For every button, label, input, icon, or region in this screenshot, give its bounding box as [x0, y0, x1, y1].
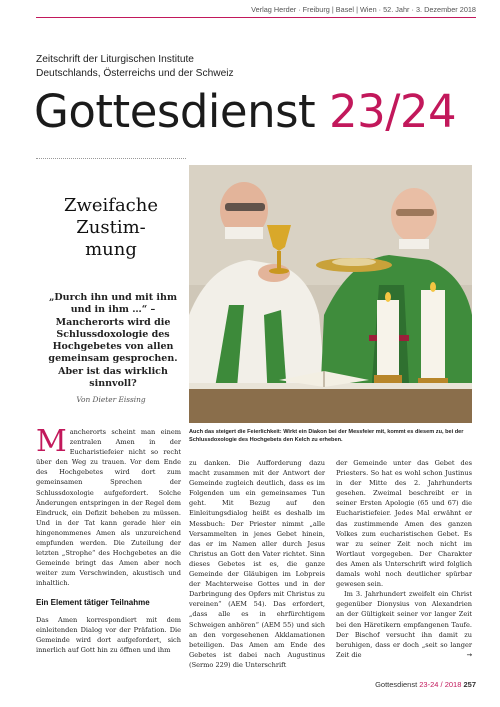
footer-issue: 23-24 / 2018	[419, 680, 462, 689]
headline-line-1: Zweifache	[63, 195, 159, 216]
article-author: Von Dieter Eissing	[76, 395, 146, 404]
dotted-divider	[36, 158, 186, 159]
journal-title	[34, 82, 456, 142]
paragraph-text: Im 3. Jahrhundert zweifelt ein Christ gegenüber Dionysius von Alexandrien an der Gültigkeit seiner vor langer Zeit bei den Häretikern empfangenen Taufe. Der Bischof versucht ihn damit zu beruhigen, dass er doch „seit so langer Zeit die	[336, 590, 472, 659]
headline-line-2: Zustim-	[76, 217, 146, 238]
paragraph: der Gemeinde unter das Gebet des Priesters. So hat es wohl schon Justinus in der Mitte des 2. Jahrhunderts gesehen. Zweimal beschreibt er in seiner Ersten Apologie (65 und 67) die Eucharistiefeier. Jedes Mal erwähnt er das zustimmende Amen des ganzen Volkes zum eucharistischen Gebet. Es war zu seiner Zeit noch nicht im Wortlaut vorgegeben. Der Charakter des Amen als Unterschrift wird folglich damals wohl noch deutlicher spürbar gewesen sein.	[336, 459, 472, 589]
page-footer	[375, 680, 476, 689]
drop-cap: M	[36, 424, 67, 459]
continue-arrow-icon: →	[466, 650, 472, 659]
subtitle-line-2: Deutschlands, Österreichs und der Schweiz	[36, 68, 234, 79]
paragraph	[336, 589, 472, 660]
lead-paragraph	[36, 425, 181, 589]
photo-illustration	[189, 165, 472, 423]
journal-name: Gottesdienst	[34, 85, 316, 138]
footer-journal-name: Gottesdienst	[375, 680, 418, 689]
article-headline	[36, 195, 186, 261]
photo-caption: Auch das steigert die Feierlichkeit: Wirkt ein Diakon bei der Messfeier mit, kommt es diesem zu, bei der Schlussdoxologie des Hochgebets den Kelch zu erheben.	[189, 429, 464, 443]
issue-number: 23/24	[329, 85, 457, 138]
text-column-3	[336, 458, 472, 660]
text-column-2	[189, 458, 325, 670]
text-column-1	[36, 425, 181, 655]
subtitle-line-1: Zeitschrift der Liturgischen Institute	[36, 54, 194, 65]
page-number: 257	[463, 680, 476, 689]
paragraph: zu danken. Die Aufforderung dazu macht zusammen mit der Antwort der Gemeinde zugleich deutlich, dass es im Folgenden um ein gemeinsames Tun geht. Mit Bezug auf den Einleitungsdialog heißt es deshalb im Messbuch: Der Priester nimmt „alle Versammelten in jenes Gebet hinein, das er im Namen aller durch Jesus Christus an Gott den Vater richtet. Sinn dieses Gebetes ist es, die ganze Gemeinde der Gläubigen im Lobpreis der Machterweise Gottes und in der Darbringung des Opfers mit Christus zu vereinen“ (AEM 54). Das erfordert, „dass alle es in ehrfürchtigem Schweigen anhören“ (AEM 55) und sich an den vorgesehenen Akklamationen beteiligen. Das Amen am Ende des Gebetes ist dabei nach Augustinus (Sermo 229) die Unterschrift	[189, 459, 325, 669]
paragraph: Das Amen korrespondiert mit dem einleitenden Dialog vor der Präfation. Die Gemeinde wird dort aufgefordert, sich innerlich auf Gott hin zu öffnen und ihm	[36, 615, 181, 654]
publisher-meta: Verlag Herder · Freiburg | Basel | Wien · 52. Jahr · 3. Dezember 2018	[251, 5, 476, 14]
top-rule	[36, 17, 476, 18]
journal-subtitle	[36, 53, 356, 81]
section-subhead: Ein Element tätiger Teilnahme	[36, 597, 150, 607]
headline-line-3: mung	[85, 239, 137, 260]
article-dek: „Durch ihn und mit ihm und in ihm …“ – Mancherorts wird die Schlussdoxologie des Hochgebetes von allen gemeinsam gesprochen. Aber ist das wirklich sinnvoll?	[48, 292, 178, 390]
article-photo	[189, 165, 472, 423]
lead-text: ancherorts scheint man einem zentralen Amen in der Eucharistiefeier nicht so recht über den Weg zu trauen. Vor dem Ende des Hochgebetes wird dort zum gemeinsamen Sprechen der Schlussdoxologie aufgefordert. Solche Änderungen entspringen in der Regel dem Eindruck, ein Defizit beheben zu müssen. Und in der Tat kann gerade hier ein hingenommenes Amen als unzureichend empfunden werden. Die Zuteilung der letzten „Strophe“ des Hochgebetes an die Gemeinde bringt das Amen aber noch weiter zum Verschwinden, akustisch und inhaltlich.	[36, 428, 181, 588]
